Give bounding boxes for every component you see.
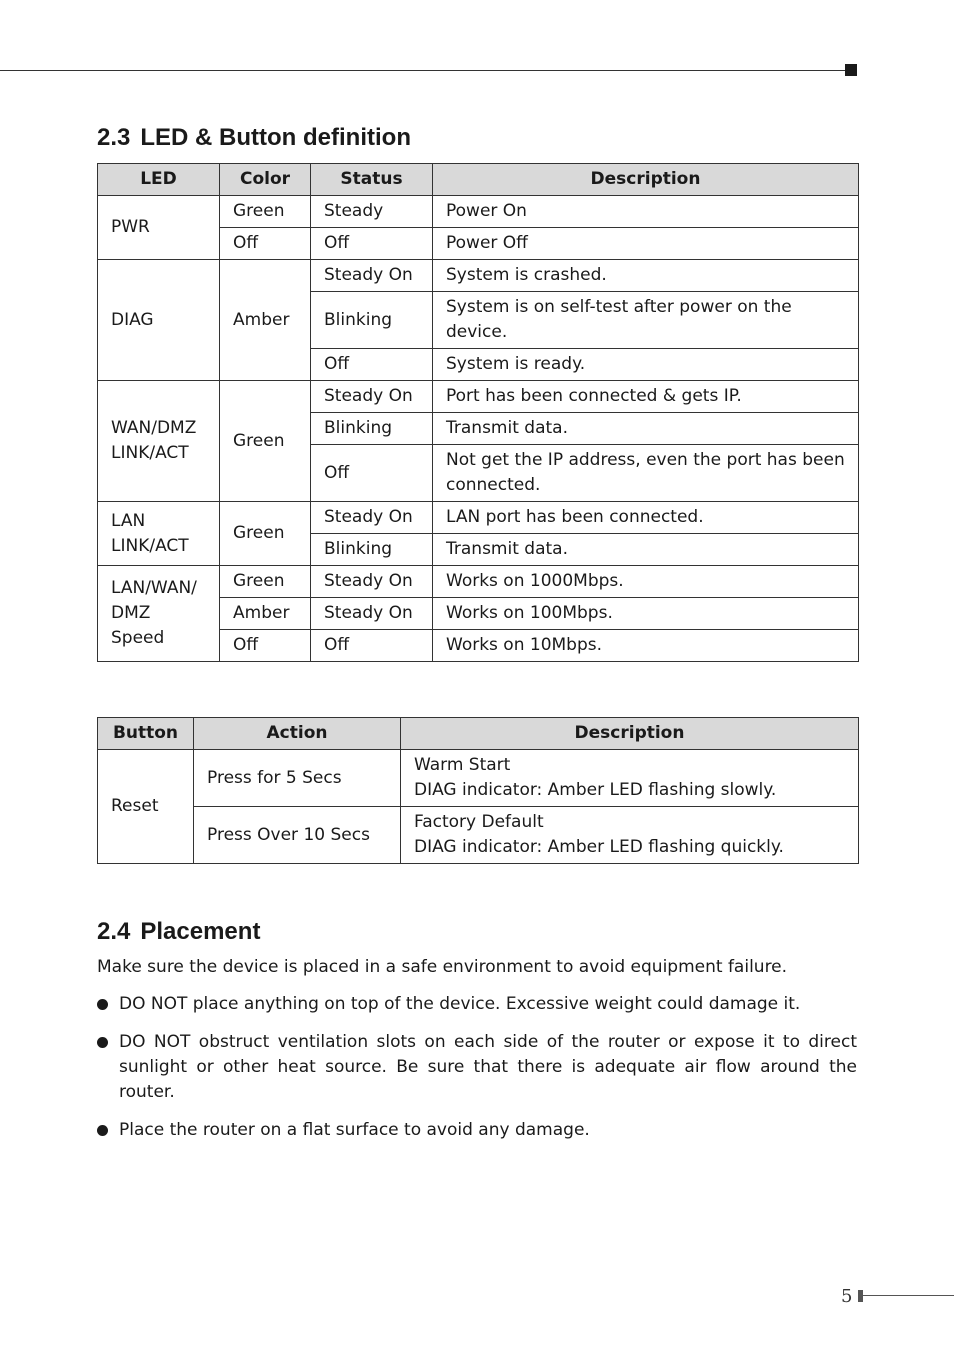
bullet-text: Place the router on a flat surface to avoid any damage.: [119, 1120, 590, 1140]
column-header: Description: [401, 718, 859, 750]
header-square-mark: [845, 64, 857, 76]
led-name-cell: [98, 502, 220, 566]
section-heading-led: [97, 124, 411, 152]
led-name-line: LAN/WAN/: [111, 578, 197, 598]
column-header: Button: [98, 718, 194, 750]
description-cell: Transmit data.: [433, 534, 859, 566]
color-cell: Green: [220, 502, 311, 566]
button-name-cell: Reset: [98, 750, 194, 864]
color-cell: Green: [220, 381, 311, 502]
description-cell: Works on 10Mbps.: [433, 630, 859, 662]
list-item: [97, 1030, 857, 1105]
bullet-dot-icon: [97, 1037, 108, 1048]
description-cell: [401, 807, 859, 864]
table-row: [98, 807, 859, 864]
table-row: [98, 381, 859, 413]
color-cell: Green: [220, 566, 311, 598]
column-header: Status: [311, 164, 433, 196]
column-header: Color: [220, 164, 311, 196]
description-line: Warm Start: [414, 755, 511, 775]
description-line: Factory Default: [414, 812, 544, 832]
description-cell: Not get the IP address, even the port has been connected.: [433, 445, 859, 502]
table-row: [98, 260, 859, 292]
led-name-line: DMZ: [111, 603, 151, 623]
led-name-cell: PWR: [98, 196, 220, 260]
column-header: Action: [194, 718, 401, 750]
bullet-text: DO NOT place anything on top of the device. Excessive weight could damage it.: [119, 994, 801, 1014]
table-row: [98, 750, 859, 807]
status-cell: Blinking: [311, 292, 433, 349]
description-line: DIAG indicator: Amber LED flashing quickly.: [414, 837, 784, 857]
section-number: 2.4: [97, 918, 131, 945]
status-cell: Off: [311, 630, 433, 662]
led-name-cell: [98, 566, 220, 662]
action-cell: Press Over 10 Secs: [194, 807, 401, 864]
led-name-line: LAN: [111, 510, 146, 531]
status-cell: Steady On: [311, 260, 433, 292]
color-cell: Amber: [220, 598, 311, 630]
column-header: Description: [433, 164, 859, 196]
color-cell: Off: [220, 630, 311, 662]
description-cell: Power Off: [433, 228, 859, 260]
led-name-line: Speed: [111, 628, 165, 648]
description-cell: System is crashed.: [433, 260, 859, 292]
description-cell: Port has been connected & gets IP.: [433, 381, 859, 413]
action-cell: Press for 5 Secs: [194, 750, 401, 807]
description-cell: System is ready.: [433, 349, 859, 381]
column-header: LED: [98, 164, 220, 196]
button-definition-table: [97, 717, 859, 864]
status-cell: Steady On: [311, 381, 433, 413]
bullet-text: DO NOT obstruct ventilation slots on each side of the router or expose it to direct sunlight or other heat source. Be sure that there is adequate air flow around the router.: [119, 1032, 857, 1102]
section-heading-placement: [97, 918, 260, 946]
table-row: [98, 196, 859, 228]
led-definition-table: [97, 163, 859, 662]
page-number: 5: [841, 1286, 853, 1307]
color-cell: Amber: [220, 260, 311, 381]
description-cell: System is on self-test after power on the device.: [433, 292, 859, 349]
section-title: LED & Button definition: [140, 124, 411, 151]
section-title: Placement: [140, 918, 261, 945]
status-cell: Steady On: [311, 502, 433, 534]
status-cell: Steady On: [311, 598, 433, 630]
status-cell: Off: [311, 349, 433, 381]
placement-intro: Make sure the device is placed in a safe environment to avoid equipment failure.: [97, 957, 788, 977]
description-cell: LAN port has been connected.: [433, 502, 859, 534]
table-header-row: [98, 164, 859, 196]
led-name-line: LINK/ACT: [111, 535, 189, 556]
description-cell: Power On: [433, 196, 859, 228]
description-cell: [401, 750, 859, 807]
led-name-cell: DIAG: [98, 260, 220, 381]
footer-rule: [863, 1295, 954, 1296]
table-header-row: [98, 718, 859, 750]
bullet-dot-icon: [97, 999, 108, 1010]
table-row: [98, 502, 859, 534]
status-cell: Off: [311, 445, 433, 502]
description-cell: Works on 1000Mbps.: [433, 566, 859, 598]
status-cell: Off: [311, 228, 433, 260]
header-rule: [0, 70, 846, 71]
led-name-line: WAN/DMZ: [111, 418, 197, 438]
list-item: [97, 992, 857, 1017]
color-cell: Off: [220, 228, 311, 260]
led-name-cell: [98, 381, 220, 502]
description-line: DIAG indicator: Amber LED flashing slowly.: [414, 780, 777, 800]
status-cell: Steady: [311, 196, 433, 228]
table-row: [98, 566, 859, 598]
status-cell: Steady On: [311, 566, 433, 598]
status-cell: Blinking: [311, 413, 433, 445]
list-item: [97, 1118, 857, 1143]
description-cell: Transmit data.: [433, 413, 859, 445]
section-number: 2.3: [97, 124, 131, 151]
color-cell: Green: [220, 196, 311, 228]
bullet-dot-icon: [97, 1125, 108, 1136]
status-cell: Blinking: [311, 534, 433, 566]
footer-mark: [858, 1290, 863, 1302]
description-cell: Works on 100Mbps.: [433, 598, 859, 630]
led-name-line: LINK/ACT: [111, 443, 189, 463]
